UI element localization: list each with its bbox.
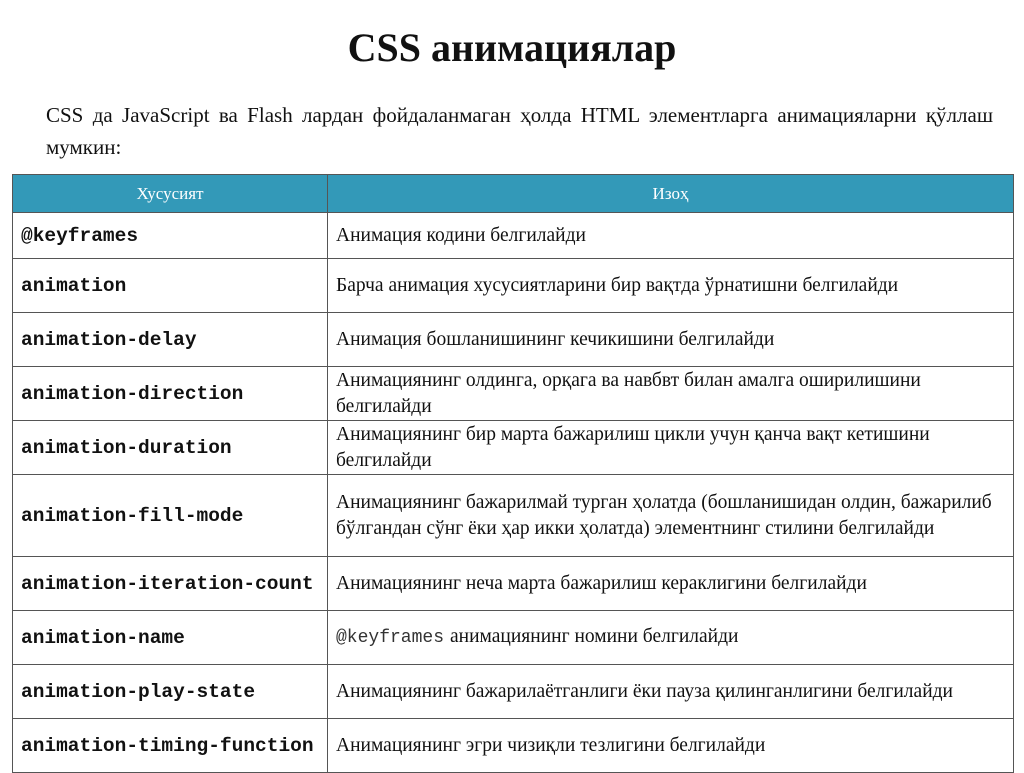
column-header-description: Изоҳ [328,175,1014,213]
table-row [13,313,1014,367]
property-cell: animation-delay [13,313,328,367]
description-cell: Анимациянинг бажарилаётганлиги ёки пауза қилинганлигини белгилайди [328,665,1014,719]
table-row [13,557,1014,611]
property-cell: animation-iteration-count [13,557,328,611]
description-cell: Анимациянинг неча марта бажарилиш кераклигини белгилайди [328,557,1014,611]
description-cell: Барча анимация хусусиятларини бир вақтда ўрнатишни белгилайди [328,259,1014,313]
description-cell: Анимациянинг бажарилмай турган ҳолатда (бошланишидан олдин, бажарилиб бўлгандан сўнг ёки ҳар икки ҳолатда) элементнинг стилини белгилайди [328,475,1014,557]
table-row [13,665,1014,719]
property-cell: @keyframes [13,213,328,259]
intro-paragraph: CSS да JavaScript ва Flash лардан фойдаланмаган ҳолда HTML элементларга анимацияларни қўллаш мумкин: [46,103,993,159]
description-cell: Анимациянинг олдинга, орқага ва навбвт билан амалга оширилишини белгилайди [328,367,1014,421]
inline-code: @keyframes [336,628,445,648]
description-cell [328,611,1014,665]
property-cell: animation [13,259,328,313]
table-row [13,367,1014,421]
table-row [13,259,1014,313]
slide-title: CSS анимациялар [347,25,677,70]
property-cell: animation-name [13,611,328,665]
table-row [13,611,1014,665]
property-cell: animation-play-state [13,665,328,719]
column-header-property: Хусусият [13,175,328,213]
property-cell: animation-timing-function [13,719,328,773]
property-cell: animation-duration [13,421,328,475]
table-row [13,213,1014,259]
table-row [13,475,1014,557]
properties-table [12,174,1014,773]
description-cell: Анимация кодини белгилайди [328,213,1014,259]
table-header-row [13,175,1014,213]
description-cell: Анимациянинг эгри чизиқли тезлигини белгилайди [328,719,1014,773]
table-row [13,719,1014,773]
table-row [13,421,1014,475]
description-cell: Анимациянинг бир марта бажарилиш цикли учун қанча вақт кетишини белгилайди [328,421,1014,475]
property-cell: animation-direction [13,367,328,421]
description-cell: Анимация бошланишининг кечикишини белгилайди [328,313,1014,367]
property-cell: animation-fill-mode [13,475,328,557]
description-text: анимациянинг номини белгилайди [450,626,739,647]
